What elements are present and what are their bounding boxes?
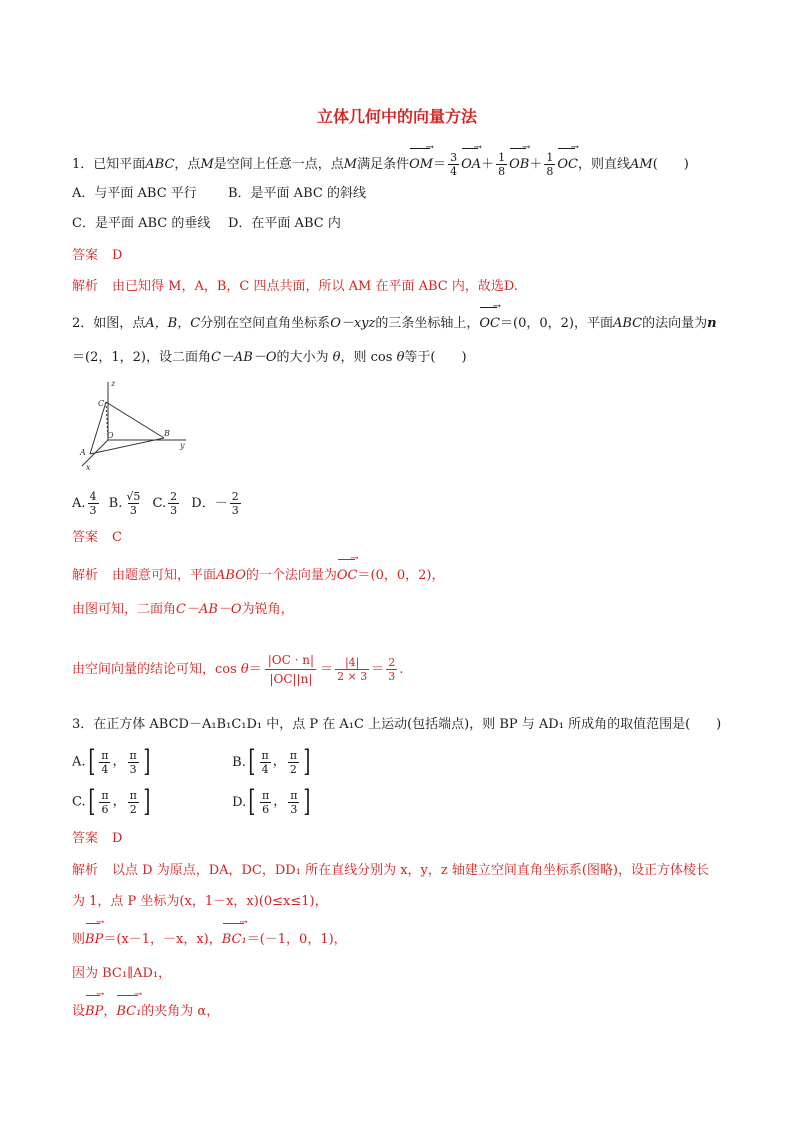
q3-option-b: B. [ $\frac{\pi}{4}$ ， $\frac{\pi}{2}$ ]	[232, 744, 311, 779]
q3-options-row2	[72, 786, 313, 819]
cosine-fraction: $\frac{|OC \cdot n|}{|OC||n|}$	[264, 651, 318, 688]
q3-option-c: C. [ $\frac{\pi}{6}$ ， $\frac{\pi}{2}$ ]	[72, 784, 151, 819]
q1-options-row1	[72, 184, 366, 204]
vector-oa: → OA	[461, 142, 482, 172]
q2-options: A. $\frac{4}{3}$ B. $\frac{√5}{3}$ C. $\frac{2}{3}$ D．－ $\frac{2}{3}$	[72, 490, 239, 517]
axis-label-x: x	[86, 463, 91, 472]
q3-answer: 答案 D	[72, 831, 123, 846]
q1-options-row2	[72, 214, 341, 234]
q1-option-d: D．在平面 ABC 内	[228, 216, 341, 231]
q2-option-a: $\frac{4}{3}$	[89, 490, 97, 517]
vector-ob: → OB	[509, 142, 530, 172]
q2-stem-line2: ＝(2，1，2)，设二面角C－AB－O的大小为 θ，则 cos θ等于( )	[72, 350, 467, 365]
point-c-label: C	[98, 399, 105, 408]
page-title: 立体几何中的向量方法	[316, 107, 477, 126]
point-a-label: A	[80, 448, 86, 457]
axis-label-y: y	[180, 441, 185, 450]
q1-analysis: 解析 由已知得 M，A，B，C 四点共面，所以 AM 在平面 ABC 内，故选D.	[72, 279, 518, 294]
q2-option-c: $\frac{2}{3}$	[170, 490, 178, 517]
q3-analysis-line2: 为 1，点 P 坐标为(x，1－x，x)(0≤x≤1)，	[72, 894, 328, 909]
q2-answer: 答案 C	[72, 530, 122, 545]
vector-oc: → OC	[479, 301, 500, 331]
coordinate-figure	[76, 378, 196, 473]
q3-analysis-line3: 则 → BP＝(x－1，－x，x)， → BC₁＝(－1，0，1)，	[72, 917, 347, 947]
axis-label-z: z	[111, 379, 116, 388]
vector-om: → OM	[409, 142, 434, 172]
q3-analysis-line5: 设 → BP， → BC₁的夹角为 α，	[72, 989, 220, 1019]
point-o-label: O	[107, 431, 114, 440]
vector-oc: → OC	[557, 142, 578, 172]
q2-option-d: $\frac{2}{3}$	[231, 490, 239, 517]
q2-analysis-line2: 由图可知，二面角C－AB－O为锐角，	[72, 602, 294, 617]
q3-stem: 3．在正方体 ABCD－A₁B₁C₁D₁ 中，点 P 在 A₁C 上运动(包括端点)，则 BP 与 AD₁ 所成角的取值范围是( )	[72, 717, 722, 732]
q3-analysis-line4: 因为 BC₁∥AD₁，	[72, 966, 172, 981]
q2-analysis-line3: 由空间向量的结论可知，cos θ＝ $\frac{|OC \cdot n|}{|OC||n|}$ ＝ $\frac{|4|}{2 \times 3}$ ＝ $\frac{2}{3}$ .	[72, 653, 404, 686]
q3-options-row1	[72, 746, 313, 779]
q3-analysis-line1: 解析 以点 D 为原点，DA，DC，DD₁ 所在直线分别为 x，y，z 轴建立空间直角坐标系(图略)，设正方体棱长	[72, 863, 710, 878]
q2-option-b: $\frac{√5}{3}$	[126, 490, 141, 517]
q2-analysis-line1: 解析 由题意可知，平面ABO的一个法向量为 → OC＝(0，0，2)，	[72, 553, 445, 583]
q1-answer: 答案 D	[72, 248, 123, 263]
point-b-label: B	[164, 429, 170, 438]
q1-option-a: A．与平面 ABC 平行	[72, 186, 197, 201]
q3-option-d: D. [ $\frac{\pi}{6}$ ， $\frac{\pi}{3}$ ]	[232, 784, 311, 819]
q3-option-a: A. [ $\frac{\pi}{4}$ ， $\frac{\pi}{3}$ ]	[72, 744, 151, 779]
q2-stem-line1: 2．如图，点A，B，C分别在空间直角坐标系O－xyz的三条坐标轴上， → OC＝(0，0，2)，平面ABC的法向量为n	[72, 314, 717, 334]
fraction-3-4: $\frac{3}{4}$	[450, 151, 458, 178]
q1-option-c: C．是平面 ABC 的垂线	[72, 216, 211, 231]
q1-option-b: B．是平面 ABC 的斜线	[228, 186, 366, 201]
q1-stem: 1．已知平面ABC，点M是空间上任意一点，点M满足条件 → OM＝ $\frac{3}{4}$ → OA＋ $\frac{1}{8}$ → OB＋ $\frac{1}{8}$ → OC，则直线AM( )	[72, 142, 689, 178]
